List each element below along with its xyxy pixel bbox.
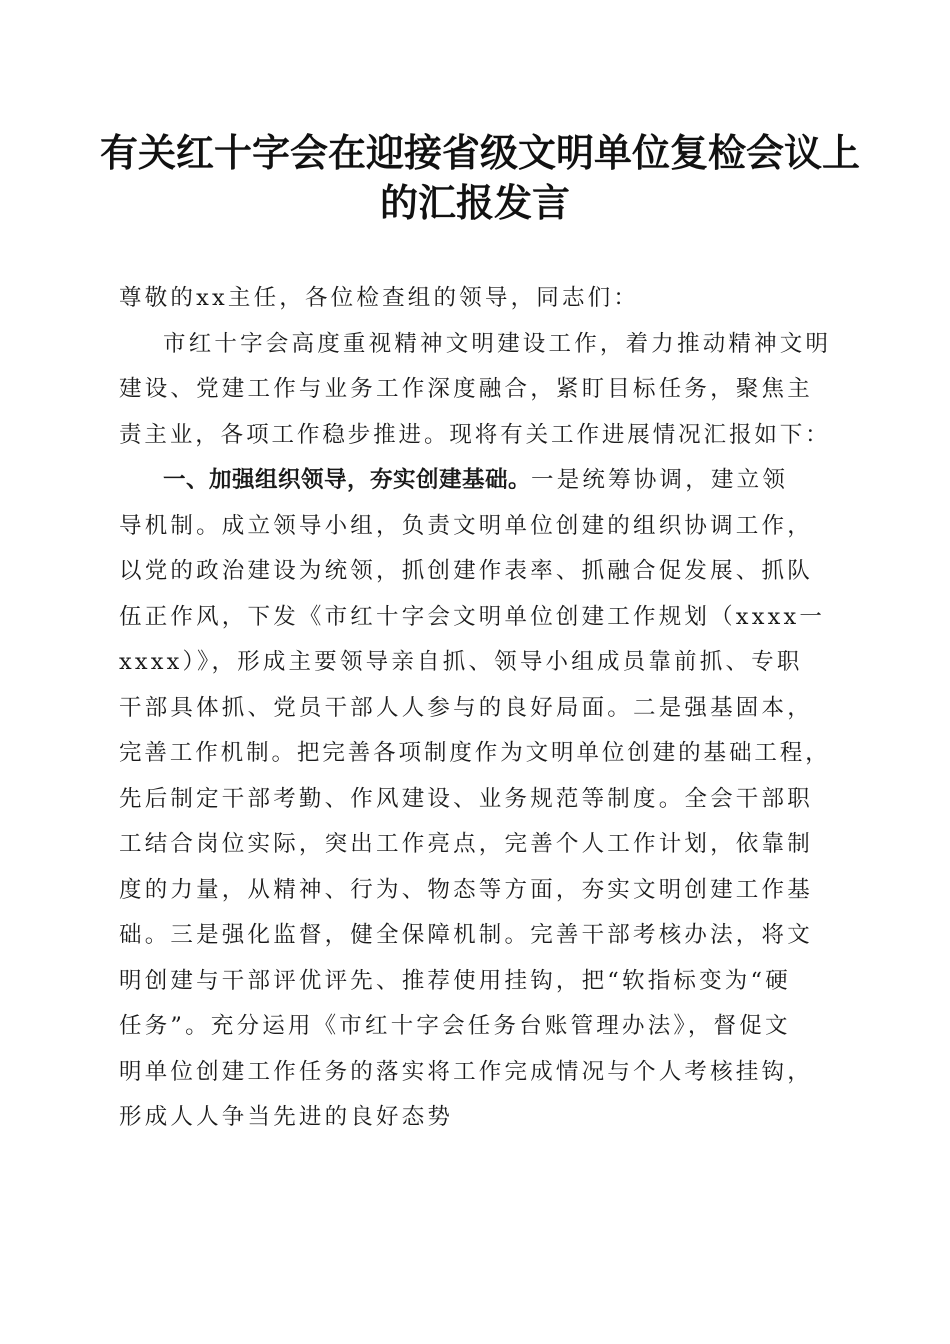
paragraph-line: 形成人人争当先进的良好态势 (119, 1104, 454, 1130)
paragraph-line: 干部具体抓、党员干部人人参与的良好局面。二是强基固本， (119, 694, 813, 721)
paragraph-line: 明创建与干部评优评先、推荐使用挂钩，把“软指标变为“硬 (119, 967, 791, 994)
title-line-2: 的汇报发言 (379, 180, 570, 225)
paragraph-line: 以党的政治建设为统领，抓创建作表率、抓融合促发展、抓队 (119, 558, 813, 584)
paragraph-line: 先后制定干部考勤、作风建设、业务规范等制度。全会干部职 (119, 785, 813, 812)
paragraph-line-text: 一是统筹协调，建立领 (531, 467, 789, 493)
paragraph-line: 市红十字会高度重视精神文明建设工作，着力推动精神文明 (163, 330, 832, 357)
paragraph-line: 建设、党建工作与业务工作深度融合，紧盯目标任务，聚焦主 (119, 376, 813, 402)
section-heading: 一、加强组织领导，夯实创建基础。 (163, 467, 532, 493)
paragraph-line: 伍正作风，下发《市红十字会文明单位创建工作规划（xxxx一 (119, 603, 826, 630)
paragraph-line: 责主业，各项工作稳步推进。现将有关工作进展情况汇报如下： (119, 421, 831, 448)
paragraph-line: 完善工作机制。把完善各项制度作为文明单位创建的基础工程， (119, 740, 831, 766)
paragraph-line: 导机制。成立领导小组，负责文明单位创建的组织协调工作， (119, 512, 813, 539)
paragraph-line: 础。三是强化监督，健全保障机制。完善干部考核办法，将文 (119, 922, 813, 948)
paragraph-line: 任务”。充分运用《市红十字会任务台账管理办法》，督促文 (119, 1013, 791, 1039)
paragraph-line: 度的力量，从精神、行为、物态等方面，夯实文明创建工作基 (119, 876, 813, 903)
paragraph-section-1 (119, 458, 831, 1141)
title-line-1: 有关红十字会在迎接省级文明单位复检会议上 (100, 130, 861, 175)
document-title (100, 128, 861, 228)
paragraph-line: 明单位创建工作任务的落实将工作完成情况与个人考核挂钩， (119, 1058, 813, 1085)
paragraph-line (119, 458, 831, 504)
salutation: 尊敬的xx主任，各位检查组的领导，同志们： (119, 285, 640, 311)
paragraph-line: xxxx）》，形成主要领导亲自抓、领导小组成员靠前抓、专职 (119, 649, 803, 675)
document-body (119, 276, 831, 1141)
paragraph-intro (119, 322, 831, 459)
paragraph-line: 工结合岗位实际，突出工作亮点，完善个人工作计划，依靠制 (119, 831, 813, 857)
